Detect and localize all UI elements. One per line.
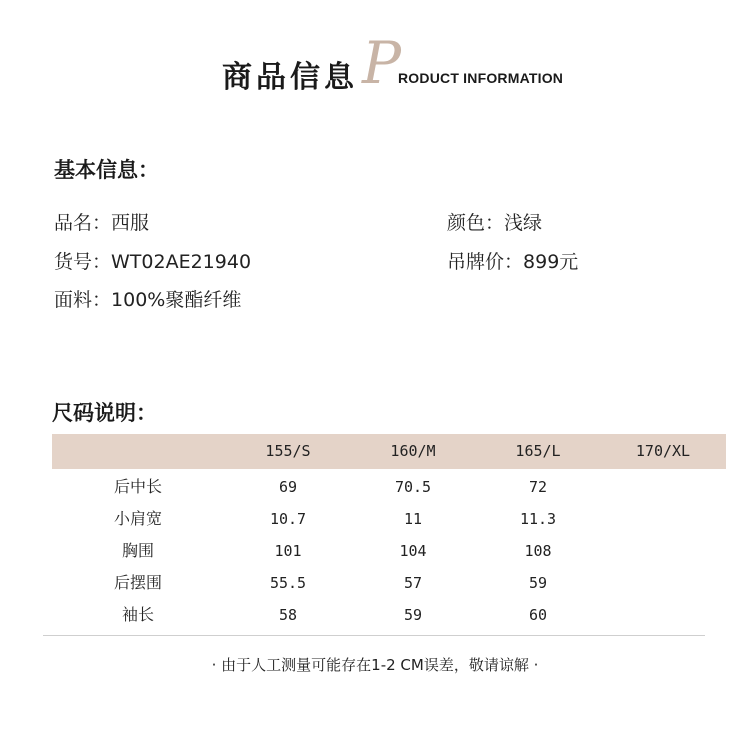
- measurement-footnote: · 由于人工测量可能存在1-2 CM误差，敬请谅解 ·: [211, 656, 539, 674]
- table-cell: 11.3: [519, 510, 557, 528]
- table-row: [52, 503, 726, 535]
- table-cell: 55.5: [269, 574, 307, 592]
- info-label: 吊牌价：: [447, 251, 524, 273]
- row-label: 胸围: [121, 541, 155, 560]
- product-info-title: [222, 29, 602, 100]
- info-product-name: [54, 208, 149, 235]
- info-value: 浅绿: [504, 212, 543, 234]
- table-cell: 72: [528, 478, 548, 496]
- size-column-header: 165/L: [515, 442, 561, 460]
- table-cell: 101: [274, 542, 302, 560]
- table-cell: 59: [403, 606, 423, 624]
- table-cell: 60: [528, 606, 548, 624]
- row-label: 袖长: [121, 605, 155, 624]
- table-cell: 57: [403, 574, 423, 592]
- table-cell: 69: [278, 478, 298, 496]
- info-value: 西服: [111, 212, 150, 234]
- size-table: [52, 434, 726, 631]
- info-item-number: [54, 247, 251, 274]
- row-label: 后摆围: [113, 573, 163, 592]
- row-label: 后中长: [113, 477, 163, 496]
- size-column-header: 155/S: [265, 442, 311, 460]
- basic-info-heading: 基本信息：: [54, 158, 159, 182]
- table-row: [52, 471, 726, 503]
- table-cell: 11: [403, 510, 423, 528]
- script-letter-p: P: [362, 29, 402, 97]
- info-label: 品名：: [54, 212, 112, 234]
- table-cell: 108: [524, 542, 552, 560]
- table-cell: 70.5: [394, 478, 432, 496]
- table-cell: 58: [278, 606, 298, 624]
- table-row: [52, 599, 726, 631]
- table-cell: 59: [528, 574, 548, 592]
- table-row: [52, 567, 726, 599]
- info-value: 100%聚酯纤维: [111, 289, 242, 311]
- info-value: WT02AE21940: [111, 251, 252, 273]
- info-label: 面料：: [54, 289, 112, 311]
- info-color: [447, 208, 542, 235]
- info-fabric: [54, 285, 241, 312]
- table-cell: 104: [399, 542, 427, 560]
- title-english: RODUCT INFORMATION: [398, 70, 564, 86]
- size-column-header: 160/M: [390, 442, 436, 460]
- size-column-header: 170/XL: [635, 442, 691, 460]
- title-chinese: 商品信息: [222, 60, 358, 95]
- info-tag-price: [447, 247, 578, 274]
- info-value: 899元: [523, 251, 579, 273]
- info-label: 货号：: [54, 251, 112, 273]
- table-row: [52, 535, 726, 567]
- row-label: 小肩宽: [113, 509, 163, 528]
- table-cell: 10.7: [269, 510, 307, 528]
- table-divider: [43, 635, 705, 636]
- info-label: 颜色：: [447, 212, 505, 234]
- size-chart-heading: 尺码说明：: [52, 401, 157, 425]
- size-table-header: [52, 434, 726, 469]
